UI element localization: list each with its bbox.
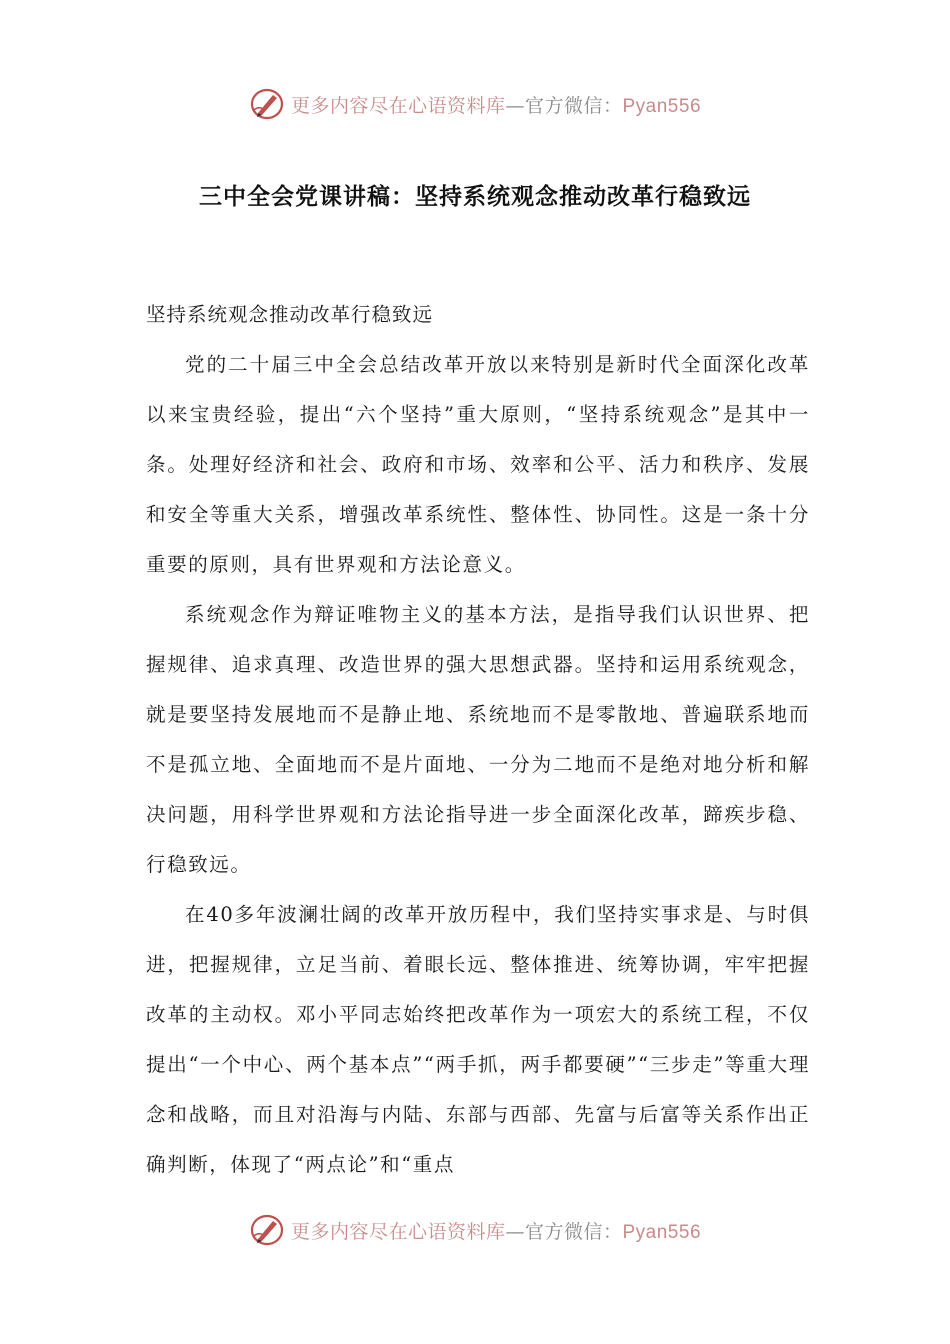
banner-separator: —: [505, 94, 525, 117]
banner-wechat-id: Pyan556: [622, 1221, 702, 1243]
banner-text: [291, 1217, 701, 1244]
banner-main-text: 更多内容尽在心语资料库: [290, 94, 506, 117]
banner-wechat-label: 官方微信：: [524, 1220, 623, 1243]
paragraph-3: 在40多年波澜壮阔的改革开放历程中，我们坚持实事求是、与时俱进，把握规律，立足当前、着眼长远、整体推进、统筹协调，牢牢把握改革的主动权。邓小平同志始终把改革作为一项宏大的系统工程，不仅提出“一个中心、两个基本点”“两手抓，两手都要硬”“三步走”等重大理念和战略，而且对沿海与内陆、东部与西部、先富与后富等关系作出正确判断，体现了“两点论”和“重点: [146, 903, 810, 1176]
banner-main-text: 更多内容尽在心语资料库: [290, 1220, 506, 1243]
header-banner: [0, 82, 950, 126]
document-subheading: 坚持系统观念推动改革行稳致远: [146, 303, 434, 326]
banner-wechat-id: Pyan556: [622, 95, 702, 117]
banner-wechat-label: 官方微信：: [524, 94, 623, 117]
paragraph-1: 党的二十届三中全会总结改革开放以来特别是新时代全面深化改革以来宝贵经验，提出“六个坚持”重大原则，“坚持系统观念”是其中一条。处理好经济和社会、政府和市场、效率和公平、活力和秩序、发展和安全等重大关系，增强改革系统性、整体性、协同性。这是一条十分重要的原则，具有世界观和方法论意义。: [146, 353, 810, 576]
banner-separator: —: [505, 1220, 525, 1243]
document-title: 三中全会党课讲稿：坚持系统观念推动改革行稳致远: [199, 184, 751, 210]
pen-logo-icon: [249, 1212, 285, 1248]
footer-banner: [0, 1208, 950, 1252]
paragraph-2: 系统观念作为辩证唯物主义的基本方法，是指导我们认识世界、把握规律、追求真理、改造世界的强大思想武器。坚持和运用系统观念，就是要坚持发展地而不是静止地、系统地而不是零散地、普遍联系地而不是孤立地、全面地而不是片面地、一分为二地而不是绝对地分析和解决问题，用科学世界观和方法论指导进一步全面深化改革，蹄疾步稳、行稳致远。: [146, 603, 810, 876]
document-body: [146, 290, 810, 1190]
pen-logo-icon: [249, 86, 285, 122]
banner-text: [291, 91, 701, 118]
